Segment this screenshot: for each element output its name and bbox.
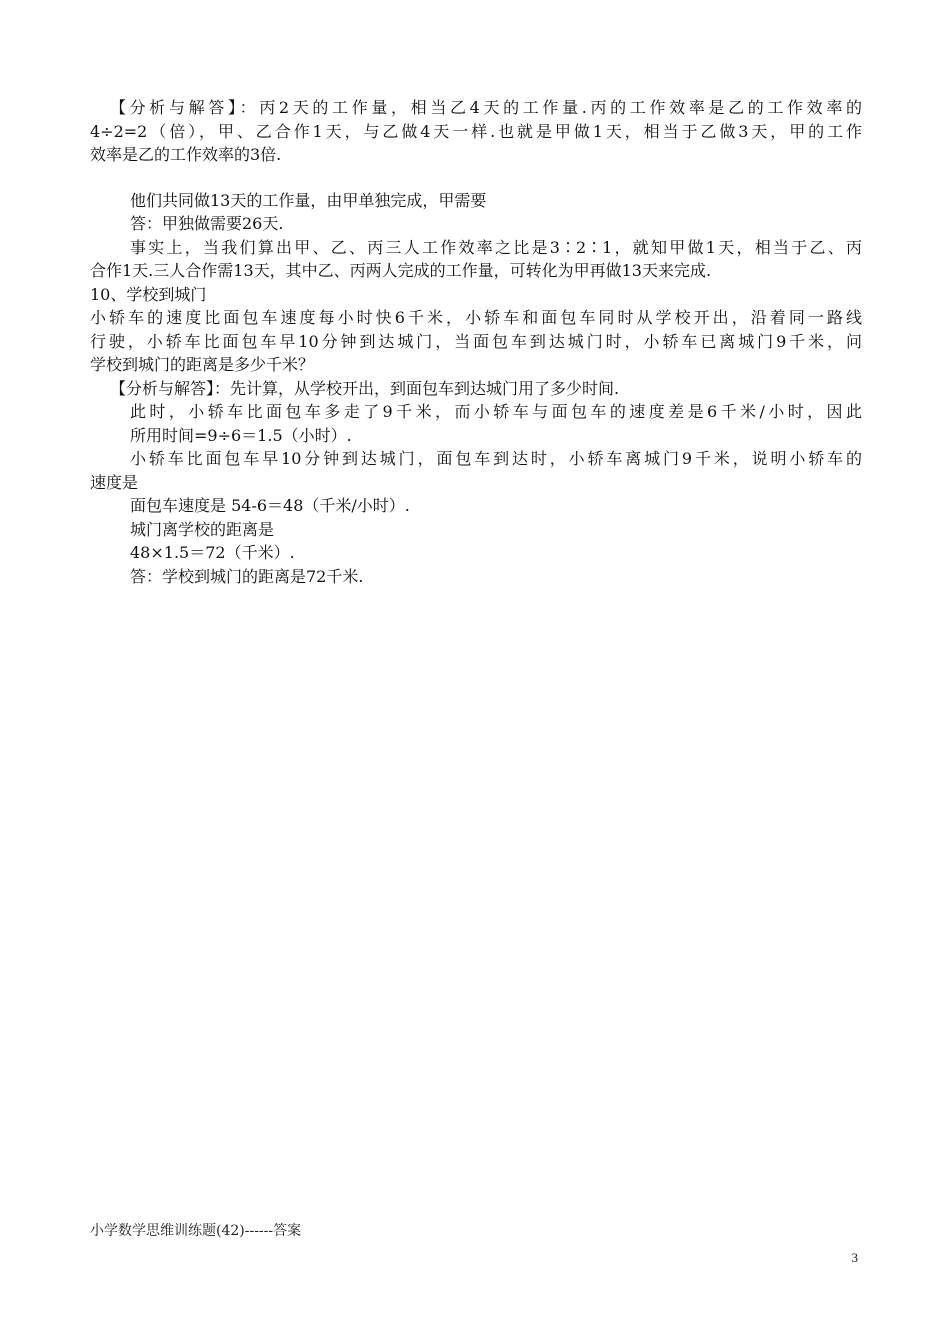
paragraph-line: 此时，小轿车比面包车多走了9千米，而小轿车与面包车的速度差是6千米/小时，因此 (130, 402, 862, 421)
paragraph-line: 合作1天.三人合作需13天，其中乙、丙两人完成的工作量，可转化为甲再做13天来完成. (90, 261, 712, 280)
paragraph-line: 所用时间=9÷6＝1.5（小时）. (130, 425, 352, 445)
paragraph-line: 【分析与解答】：先计算，从学校开出，到面包车到达城门用了多少时间. (110, 378, 620, 398)
paragraph-gap (90, 167, 862, 189)
document-body (90, 96, 862, 588)
paragraph-line: 他们共同做13天的工作量，由甲单独完成，甲需要 (130, 190, 487, 210)
paragraph-line: 城门离学校的距离是 (130, 519, 275, 539)
paragraph-line: 48×1.5＝72（千米）. (130, 543, 295, 562)
paragraph-line: 行驶，小轿车比面包车早10分钟到达城门，当面包车到达城门时，小轿车已离城门9千米，问 (90, 331, 862, 351)
paragraph-line: 学校到城门的距离是多少千米？ (90, 355, 315, 374)
paragraph-line: 答：学校到城门的距离是72千米. (130, 566, 364, 586)
paragraph-line: 小轿车比面包车早10分钟到达城门，面包车到达时，小轿车离城门9千米，说明小轿车的 (130, 449, 862, 468)
page-number: 3 (851, 1250, 858, 1265)
paragraph-line: 速度是 (90, 472, 139, 492)
paragraph-line: 效率是乙的工作效率的3倍. (90, 145, 282, 164)
paragraph-line: 面包车速度是 54-6＝48（千米/小时）. (130, 496, 410, 515)
section-heading: 10、学校到城门 (90, 284, 207, 304)
paragraph-line: 答：甲独做需要26天. (130, 214, 284, 233)
paragraph-line: 事实上，当我们算出甲、乙、丙三人工作效率之比是3∶2∶1，就知甲做1天，相当于乙、丙 (130, 237, 862, 257)
paragraph-line: 4÷2=2（倍），甲、乙合作1天，与乙做4天一样.也就是甲做1天，相当于乙做3天，甲的工作 (90, 121, 862, 141)
paragraph-line: 小轿车的速度比面包车速度每小时快6千米，小轿车和面包车同时从学校开出，沿着同一路线 (90, 308, 862, 327)
page-footer-title: 小学数学思维训练题(42)------答案 (90, 1223, 302, 1239)
paragraph-line: 【分析与解答】：丙2天的工作量，相当乙4天的工作量.丙的工作效率是乙的工作效率的 (110, 98, 862, 117)
